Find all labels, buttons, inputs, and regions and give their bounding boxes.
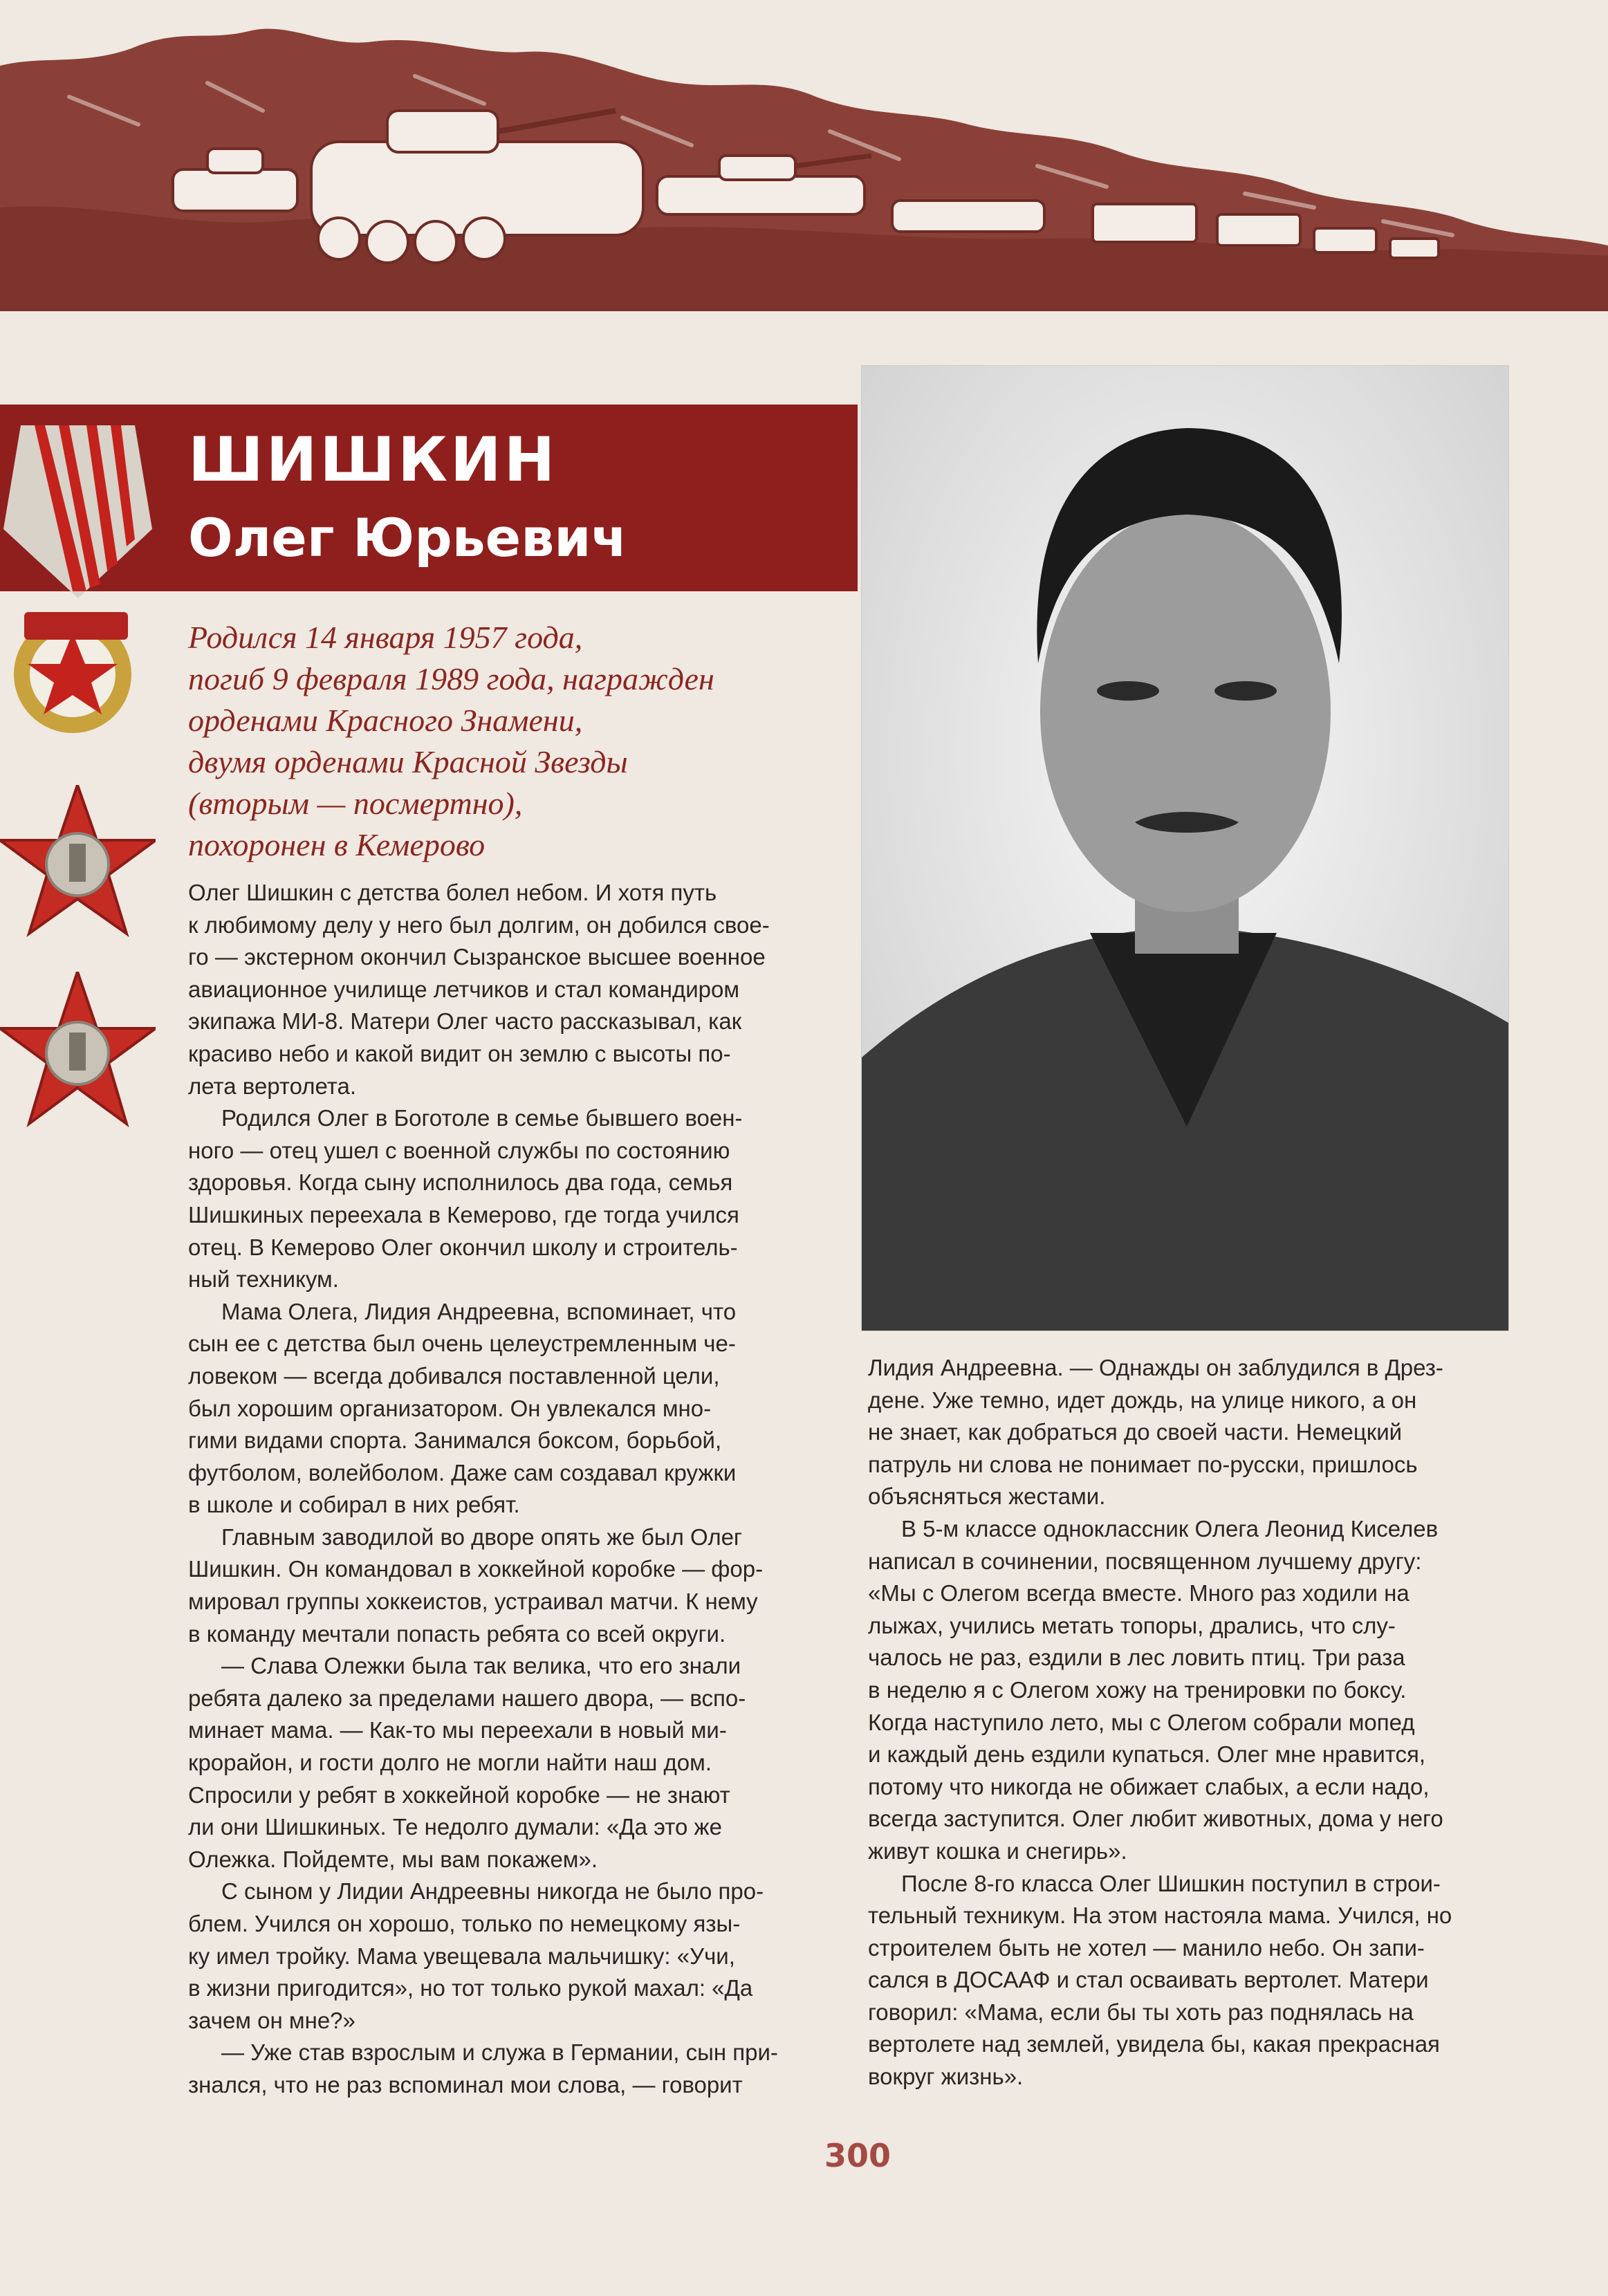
intro-line: погиб 9 февраля 1989 года, награжден <box>188 661 714 696</box>
order-of-red-star-icon <box>0 972 156 1131</box>
text-line: Олег Шишкин с детства болел небом. И хотя путь <box>188 880 717 905</box>
text-line: В 5-м классе одноклассник Олега Леонид Киселев <box>901 1515 1439 1542</box>
text-line: Олежка. Пойдемте, мы вам покажем». <box>188 1846 598 1872</box>
intro-line: (вторым — посмертно), <box>188 786 523 821</box>
text-line: Лидия Андреевна. — Однажды он заблудился в Дрез- <box>868 1355 1443 1380</box>
text-line: сын ее с детства был очень целеустремленным че- <box>188 1331 736 1357</box>
text-line: вертолете над землей, увидела бы, какая прекрасная <box>868 2031 1440 2057</box>
intro-summary <box>188 617 845 866</box>
text-line: дене. Уже темно, идет дождь, на улице никого, а он <box>868 1387 1417 1413</box>
text-line: авиационное училище летчиков и стал командиром <box>188 976 740 1002</box>
text-line: Мама Олега, Лидия Андреевна, вспоминает, что <box>221 1298 737 1324</box>
text-line: футболом, волейболом. Даже сам создавал кружки <box>188 1459 737 1485</box>
text-line: Спросили у ребят в хоккейной коробке — не знают <box>188 1781 730 1808</box>
text-line: зачем он мне?» <box>188 2007 355 2033</box>
text-line: минает мама. — Как-то мы переехали в новый ми- <box>188 1717 727 1743</box>
text-line: красиво небо и какой видит он землю с высоты по- <box>188 1040 731 1066</box>
text-line: и каждый день ездили купаться. Олег мне нравится, <box>868 1741 1426 1768</box>
text-line: к любимому делу у него был долгим, он добился свое- <box>188 911 770 938</box>
text-line: ный техникум. <box>188 1266 339 1293</box>
text-line: — Слава Олежки была так велика, что его знали <box>221 1653 741 1679</box>
text-line: в школе и собирал в них ребят. <box>188 1492 520 1518</box>
text-line: Главным заводилой во дворе опять же был Олег <box>221 1524 742 1550</box>
intro-line: двумя орденами Красной Звезды <box>188 744 628 779</box>
text-line: написал в сочинении, посвященном лучшему другу: <box>868 1548 1422 1574</box>
text-line: экипажа МИ-8. Матери Олег часто рассказывал, как <box>188 1008 742 1035</box>
portrait-photo <box>861 365 1509 1331</box>
text-line: крорайон, и гости долго не могли найти наш дом. <box>188 1750 712 1776</box>
text-line: Когда наступило лето, мы с Олегом собрали мопед <box>868 1709 1415 1735</box>
intro-line: Родился 14 января 1957 года, <box>188 620 583 655</box>
text-line: ного — отец ушел с военной службы по состоянию <box>188 1137 730 1163</box>
text-line: говорил: «Мама, если бы ты хоть раз поднялась на <box>868 1999 1414 2025</box>
text-line: ребята далеко за пределами нашего двора, — вспо- <box>188 1685 746 1711</box>
given-name-heading: Олег Юрьевич <box>188 507 627 568</box>
article-column-right <box>868 1352 1525 2093</box>
text-line: объясняться жестами. <box>868 1483 1106 1510</box>
text-line: здоровья. Когда сыну исполнилось два года, семья <box>188 1169 733 1196</box>
text-line: тельный техникум. На этом настояла мама. Учился, но <box>868 1902 1452 1929</box>
intro-line: похоронен в Кемерово <box>188 827 486 862</box>
text-line: всегда заступится. Олег любит животных, дома у него <box>868 1806 1443 1832</box>
text-line: сался в ДОСААФ и стал осваивать вертолет. Матери <box>868 1967 1429 1993</box>
intro-line: орденами Красного Знамени, <box>188 703 583 738</box>
text-line: ку имел тройку. Мама увещевала мальчишку: «Учи, <box>188 1943 735 1969</box>
text-line: отец. В Кемерово Олег окончил школу и строитель- <box>188 1234 738 1260</box>
text-line: ли они Шишкиных. Те недолго думали: «Да это же <box>188 1814 722 1840</box>
text-line: мировал группы хоккеистов, устраивал матчи. К нему <box>188 1589 758 1615</box>
text-line: После 8-го класса Олег Шишкин поступил в строи- <box>901 1870 1441 1896</box>
text-line: Родился Олег в Боготоле в семье бывшего воен- <box>221 1105 743 1131</box>
text-line: не знает, как добраться до своей части. Немецкий <box>868 1419 1403 1445</box>
text-line: знался, что не раз вспоминал мои слова, — говорит <box>188 2071 743 2098</box>
mountain-convoy-illustration <box>0 0 1608 311</box>
text-line: чалось не раз, ездили в лес ловить птиц. Три раза <box>868 1645 1405 1671</box>
text-line: гими видами спорта. Занимался боксом, борьбой, <box>188 1427 722 1454</box>
text-line: вокруг жизнь». <box>868 2064 1024 2090</box>
text-line: строителем быть не хотел — манило небо. Он запи- <box>868 1934 1425 1961</box>
order-of-red-banner-icon <box>3 425 152 750</box>
text-line: в неделю я с Олегом хожу на тренировки по боксу. <box>868 1676 1407 1703</box>
text-line: го — экстерном окончил Сызранское высшее военное <box>188 944 766 970</box>
text-line: патруль ни слова не понимает по-русски, пришлось <box>868 1451 1418 1477</box>
text-line: блем. Учился он хорошо, только по немецкому язы- <box>188 1911 741 1936</box>
text-line: лета вертолета. <box>188 1073 357 1099</box>
header-illustration <box>0 0 1608 311</box>
text-line: лыжах, учились метать топоры, дрались, что слу- <box>868 1612 1396 1638</box>
text-line: был хорошим организатором. Он увлекался мно- <box>188 1395 712 1421</box>
text-line: живут кошка и снегирь». <box>868 1837 1127 1864</box>
page-number: 300 <box>824 2137 891 2174</box>
text-line: в жизни пригодится», но тот только рукой махал: «Да <box>188 1975 753 2001</box>
text-line: «Мы с Олегом всегда вместе. Много раз ходили на <box>868 1580 1410 1607</box>
text-line: ловеком — всегда добивался поставленной цели, <box>188 1362 720 1389</box>
text-line: С сыном у Лидии Андреевны никогда не было про- <box>221 1878 764 1905</box>
text-line: потому что никогда не обижает слабых, а если надо, <box>868 1773 1430 1799</box>
text-line: Шишкин. Он командовал в хоккейной коробке — фор- <box>188 1556 764 1582</box>
text-line: Шишкиных переехала в Кемерово, где тогда учился <box>188 1201 739 1228</box>
text-line: в команду мечтали попасть ребята со всей округи. <box>188 1620 726 1647</box>
order-of-red-star-icon <box>0 785 156 941</box>
article-column-left <box>188 877 845 2102</box>
text-line: — Уже став взрослым и служа в Германии, сын при- <box>221 2039 778 2066</box>
surname-heading: ШИШКИН <box>188 424 558 495</box>
